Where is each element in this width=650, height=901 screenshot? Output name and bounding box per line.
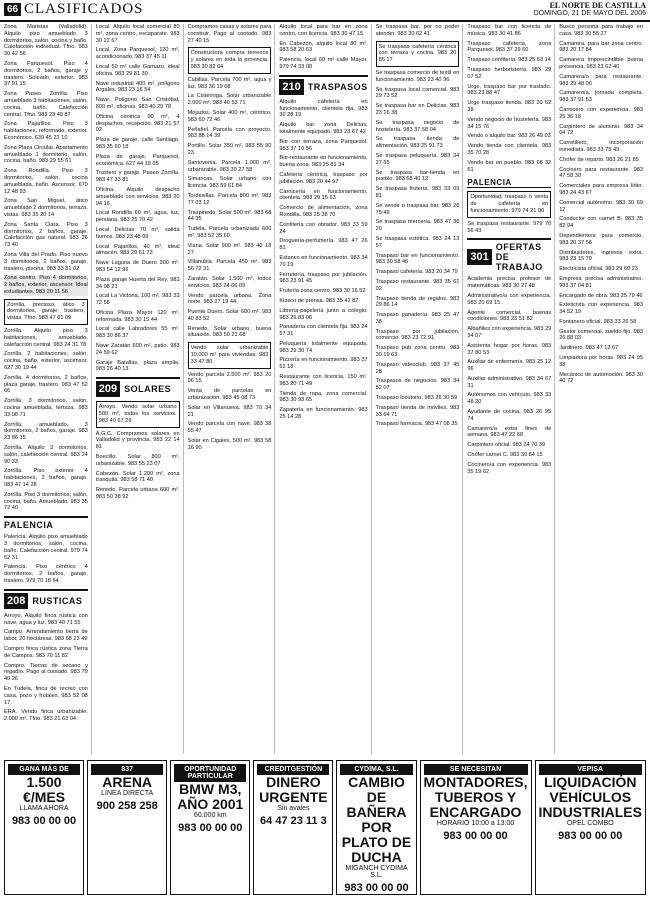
- classified-ad: Carpintero de aluminio. 983 34 04 72: [559, 123, 643, 137]
- banner-line2: 1.500 €/MES: [23, 774, 66, 805]
- classified-ad: Se traspasa restaurante. 979 70 56 43: [467, 220, 552, 234]
- classified-ad: Tienda de ropa, zona comercial. 983 30 93 65: [279, 390, 368, 404]
- classified-ad: Arroyo. Vendo solar urbano 500 m², todos los servicios. 983 40 67 29: [96, 401, 180, 427]
- banner-line2: BMW M3, AÑO 2001: [177, 781, 244, 812]
- banner-line2: CAMBIO DE BAÑERA POR PLATO DE DUCHA: [341, 774, 412, 865]
- classified-ad: Gestor comercial, sueldo fijo. 983 26 88 03: [559, 328, 643, 342]
- classified-ad: Renedo. Solar urbano, buena situación. 983 50 21 68: [187, 325, 272, 339]
- classified-ad: Kiosco de prensa. 983 35 42 87: [279, 297, 359, 304]
- classified-ad: Traspaso cafetería. 983 20 34 79: [375, 269, 458, 276]
- classified-ad: Local 50 m² calle Gamazo, ideal oficina. 983 29 81 30: [95, 63, 180, 77]
- classified-ad: Local Rondilla 60 m², agua, luz, persiana. 983 25 70 42: [95, 210, 180, 224]
- classified-ad: Vendo tienda con clientela. 983 35 70 28: [467, 143, 552, 156]
- classified-ad: Campo. Arrendamiento tierra de labor, 20 hectáreas. 983 68 23 49: [4, 629, 88, 643]
- banner-line3: Sin avales: [277, 805, 310, 812]
- classified-ad: Electricista oficial. 983 29 60 23: [559, 266, 638, 273]
- banner-phone: 983 00 00 00: [344, 882, 409, 894]
- classified-ad: Traspaso panadería. 983 25 47 38: [375, 312, 460, 325]
- classified-ad: Mecánico de automoción. 983 30 40 72: [559, 371, 643, 385]
- column-3: [188, 24, 276, 754]
- classified-ad: Camarera/o para restaurante. 983 29 48 06: [559, 73, 643, 87]
- classified-ad: Plaza garaje Huerta del Rey. 983 34 08 21: [95, 276, 180, 290]
- section-title: CLASIFICADOS: [24, 1, 144, 17]
- classified-ad: Busco persona para trabajo en casa. 983 30 55 27: [559, 24, 643, 37]
- banner-line2: DINERO URGENTE: [259, 774, 328, 805]
- classified-ad: Limpiadora por horas. 983 24 95 38: [559, 355, 643, 368]
- classified-ad: Encargado de obra. 983 25 79 46: [559, 292, 643, 299]
- classified-ad: Se traspasa peluquería. 983 34 27 65: [375, 152, 460, 166]
- classified-ad: Zorrilla, amueblado, 3 dormitorios, 2 baños, garaje. 983 23 86 15: [4, 421, 88, 442]
- classified-ad: Auxiliar administrativo. 983 34 67 31: [467, 375, 552, 389]
- classified-ad: Se traspasa tienda de alimentación. 983 25 91 73: [375, 136, 460, 150]
- classified-ad: Traspaso tienda de regalos. 983 29 86 14: [375, 295, 460, 309]
- classified-ad: Fontanero oficial. 983 33 26 58: [559, 318, 637, 325]
- column-2: [96, 24, 184, 754]
- classified-ad: Zorrilla, precioso, ático 3 dormitorios, garaje, trastero, vistas. Tfno. 983 47 61 09: [4, 299, 88, 325]
- classified-ad: Cubillas. Parcela 700 m², agua y luz. 983 36 19 08: [187, 76, 272, 90]
- classified-ad: Bar con terraza, zona Parquesol. 983 37 10 56: [279, 138, 368, 152]
- banner-line1: 837: [91, 764, 163, 775]
- banner-ad-6: [420, 760, 532, 895]
- classified-ad: Alquilo local para bar en zona centro, con licencia. 983 30 47 15: [279, 24, 368, 37]
- classified-ad: Traspaso cafetería, zona Parquesol. 983 37 29 60: [467, 40, 552, 54]
- column-4: [279, 24, 371, 754]
- banner-phone: 64 47 23 11 3: [260, 815, 327, 827]
- classified-ad: Se traspasa bar-tienda en pueblo. 983 68 40 12: [375, 169, 460, 183]
- classified-ad: Ferretería, traspaso por jubilación. 983 23 91 45: [279, 271, 368, 285]
- column-1: [4, 24, 92, 754]
- classified-ad: Traspaso bar en funcionamiento. 983 30 58 46: [375, 252, 460, 266]
- classified-ad: Carnicería en funcionamiento, clientela. 983 29 15 63: [279, 188, 368, 202]
- classified-ad: Viana. Solar 900 m². 983 40 18 27: [187, 242, 272, 256]
- category-header: [279, 75, 367, 95]
- page-number: 66: [4, 3, 21, 16]
- classified-ad: Peluquería totalmente equipada. 983 29 30 74: [279, 340, 368, 354]
- classified-ad: Palencia, local 60 m² calle Mayor. 979 74 33 08: [279, 57, 368, 70]
- classified-ad: Nave. Polígono San Cristóbal, 800 m², oficinas. 983 40 29 78: [95, 97, 180, 110]
- classified-ad: Solar en Cigales, 500 m². 983 58 16 90: [187, 438, 272, 451]
- classified-ad: Ayudante de cocina. 983 26 95 74: [467, 409, 552, 422]
- classified-ad: Zorrilla. Piso exterior 4 habitaciones, 2 baños, garaje. 983 47 14 28: [4, 468, 88, 489]
- classified-ad: Zapatería en funcionamiento. 983 25 14 28: [279, 407, 368, 421]
- classified-ad: Vendo o alquilo bar. 983 26 49 03: [467, 133, 551, 140]
- banner-phone: 983 00 00 00: [443, 830, 508, 842]
- classified-ad: Alquilo cafetería en funcionamiento, clientela fija. 983 30 28 19: [279, 98, 368, 119]
- classified-ad: Portillo. Solar 350 m². 983 55 90 23: [187, 143, 272, 156]
- classified-ad: Zona Parquesol. Piso 4 dormitorios, 2 baños, garaje y trastero. Soleado, exterior. 983 37 91 15: [4, 60, 88, 88]
- classified-ad: Carnicero con experiencia. 983 25 36 18: [559, 106, 643, 120]
- classified-ad: Arroyo. Alquilo finca rústica con nave, agua y luz. 983 40 71 55: [4, 612, 88, 626]
- banner-ad-2: [87, 760, 167, 895]
- classified-ad: Zona Pajarillos. Piso 3 habitaciones, reformado, exterior. Económico. 639 45 22 10: [4, 121, 88, 141]
- classified-ad: Tordesillas. Parcela 800 m². 983 77 03 12: [187, 192, 272, 206]
- classified-ad: Se traspasa mercería. 983 47 36 20: [375, 219, 460, 233]
- classified-ad: Se traspasa bar en Delicias. 983 23 16 38: [375, 103, 460, 116]
- classified-ad: Zorrilla. Piso 3 dormitorios, salón, cocina, baño. Amueblado. 983 35 72 40: [4, 491, 88, 512]
- classified-ad: Zorrilla. Alquilo 3 dormitorios, salón, calefacción central. 983 24 90 33: [4, 445, 88, 465]
- banner-phone: 983 00 00 00: [558, 830, 623, 842]
- banner-ads-row: [4, 760, 646, 895]
- classified-ad: ERA. Vendo finca urbanizable, 2.000 m². Tfno. 983 21 63 04: [4, 709, 88, 723]
- banner-ad-5: [336, 760, 416, 895]
- category-header: [96, 377, 180, 397]
- banner-line1: SE NECESITAN: [424, 764, 528, 775]
- classified-ad: Se traspasa cafetería céntrica con terraza y cocina. 983 20 85 17: [376, 41, 460, 67]
- classified-ad: Conductor con carnet B. 983 35 82 94: [559, 216, 643, 230]
- classified-ad: Zona centro. Piso 4 dormitorios, 2 baños, exterior, ascensor. Ideal estudiantes. 983 20 11 56: [4, 275, 88, 295]
- classified-ad: Traspasos de negocios. 983 34 82 07: [375, 378, 460, 392]
- classified-ad: Palencia. Piso céntrico 4 dormitorios, 2 baños, garaje, trastero. 979 70 18 64: [4, 564, 88, 584]
- classified-ad: Trastero y garaje, Paseo Zorrilla. 983 47 33 81: [95, 170, 180, 184]
- classified-ad: Vendo parcela 2.500 m². 983 20 96 15: [187, 371, 272, 385]
- classified-ad: Auxiliar de enfermería. 983 25 12 96: [467, 359, 552, 373]
- banner-line3: 60.000 km: [193, 812, 227, 819]
- banner-line2: LIQUIDACIÓN VEHÍCULOS INDUSTRIALES: [538, 774, 642, 820]
- category-number: 208: [4, 593, 28, 609]
- newspaper-name: EL NORTE DE CASTILLA: [549, 1, 646, 10]
- classified-ad: Urge traspaso tienda. 983 20 52 39: [467, 100, 552, 113]
- classified-ad: Boecillo. Solar 800 m², urbanizable. 983 55 23 07: [95, 454, 180, 467]
- classified-ad: Vendo solar urbanizable 10.000 m² para viviendas. 983 33 47 80: [188, 342, 272, 368]
- classified-ad: Se traspasa estética. 983 24 13 57: [375, 235, 460, 249]
- category-name: SOLARES: [124, 384, 172, 395]
- classified-ad: Zona Rondilla. Piso 3 dormitorios, salón, cocina amueblada, baño. Ascensor. 670 12 48 93: [4, 168, 88, 195]
- classified-ad: A.G.C. Compramos solares en Valladolid y provincia. 983 22 14 81: [95, 430, 180, 451]
- classified-ad: Comercial autónomo. 983 30 69 12: [559, 199, 643, 213]
- category-header: [4, 589, 88, 609]
- classified-ad: Droguería-perfumería. 983 47 26 81: [279, 238, 368, 252]
- banner-line2: MONTADORES, TUBEROS Y ENCARGADO: [423, 774, 528, 820]
- classified-ad: Constructora compra terrenos y solares en toda la provincia. 983 30 82 64: [188, 47, 272, 73]
- classified-ad: Zona Villa del Prado. Piso nuevo 3 dormitorios, 2 baños, garaje, trastero, piscina. 983 33 81 02: [4, 251, 88, 272]
- classified-ad: Zorrilla. 4 dormitorios, 2 baños, plaza garaje, trastero. 983 47 52 66: [4, 374, 88, 395]
- category-number: 301: [467, 249, 491, 265]
- banner-phone: 983 00 00 00: [11, 815, 77, 827]
- classified-ad: Camarera imprescindible buena presencia. 983 23 62 40: [559, 57, 643, 70]
- classified-ad: Nave Zaratán 600 m², patio. 983 24 59 62: [95, 343, 180, 356]
- classified-ad: Confitería con obrador. 983 33 59 24: [279, 221, 368, 235]
- classified-ad: En Cabezón, alquilo local 80 m². 983 58 20 63: [279, 40, 368, 54]
- classified-ad: Chófer de reparto. 983 26 21 85: [559, 156, 639, 163]
- banner-line3: OPEL COMBO: [566, 820, 614, 827]
- classified-ad: Camarero/a extra fines de semana. 983 47 22 68: [467, 425, 552, 439]
- classified-ad: Vendo bar en pueblo. 983 68 32 61: [467, 159, 552, 173]
- classified-ad: Zona Paseo Zorrilla. Piso amueblado 3 habitaciones, salón, cocina, baño. Calefacción central. Tfno. 983 23 40 87: [4, 91, 88, 118]
- banner-ad-1: [4, 760, 84, 895]
- classified-ad: Nave industrial 400 m², polígono Argales. 983 23 16 54: [95, 80, 180, 94]
- banner-line1: CYDIMA, S.L.: [340, 764, 412, 775]
- classified-ad: Carretillero, incorporación inmediata. 983 33 75 49: [559, 140, 643, 153]
- classified-ad: Villanubla. Parcela 450 m². 983 56 72 31: [187, 259, 272, 273]
- classified-ad: Cafetería céntrica, traspaso por jubilación. 983 20 44 97: [279, 171, 368, 185]
- classified-ad: Traspaso videoclub. 983 37 45 28: [375, 361, 460, 375]
- classified-ad: Garaje Batallas, plaza amplia. 983 26 40 13: [95, 359, 180, 373]
- category-header: [4, 516, 88, 530]
- banner-line3: LLAMA AHORA: [19, 805, 69, 812]
- classified-ad: Traspaso bar con licencia de música. 983 30 41 86: [467, 24, 552, 37]
- classified-ad: Traspaso farmacia. 983 47 08 35: [375, 421, 458, 428]
- classified-ad: Camarera, para bar zona centro. 983 20 17 84: [559, 40, 643, 54]
- classified-ad: Traspinedo. Solar 500 m². 983 68 44 95: [187, 209, 272, 223]
- classified-ad: Frutería zona centro. 983 30 16 52: [279, 288, 366, 295]
- category-name: OFERTAS DE TRABAJO: [495, 242, 543, 273]
- banner-ad-7: [535, 760, 646, 895]
- classified-ad: Zorrilla. Alquilo piso 3 habitaciones, amueblado, calefacción central. 983 24 31 78: [4, 328, 88, 348]
- classified-ad: Zona Maristas (Valladolid). Alquilo piso amueblado 3 dormitorios, salón, cocina y baño. Calefacción individual. Tfno. 983 30 42 56: [4, 24, 88, 58]
- classified-ad: Se traspasa bar, por no poder atender. 983 30 62 41: [375, 24, 460, 37]
- classified-ad: Traspaso confitería. 983 25 63 14: [467, 57, 551, 64]
- classified-ad: Traspaso pub zona centro. 983 30 19 63: [375, 345, 460, 359]
- classified-ad: Solar en Villanueva. 983 70 34 21: [187, 404, 272, 418]
- classified-ad: Oficina. Alquilo despacho amueblado con servicios. 983 20 94 16: [95, 186, 180, 207]
- classified-ad: Camarero/a, jornada completa. 983 37 91 53: [559, 90, 643, 104]
- banner-phone: 983 00 00 00: [178, 822, 243, 834]
- classified-ad: Palencia. Alquilo piso amueblado 3 dormitorios, salón, cocina, baño. Calefacción central. 979 74 52 31: [4, 534, 88, 561]
- banner-ad-4: [253, 760, 333, 895]
- classified-ad: Zona San Miguel, ático amueblado 2 dormitorios, terraza, vistas. 983 35 20 14: [4, 198, 88, 218]
- classified-ad: Local calle Labradores 55 m². 983 30 86 37: [95, 326, 180, 340]
- classified-ad: Zona Plaza Circular. Apartamento amueblado 1 dormitorio, salón, cocina, baño. 983 29 55 61: [4, 144, 88, 165]
- classified-ad: La Cistérniga. Solar urbanizable 2.000 m². 983 40 53 71: [187, 93, 272, 107]
- column-5: [376, 24, 464, 754]
- classified-ad: Cocinero para restaurante. 983 47 58 30: [559, 166, 643, 180]
- classified-ad: Compramos casas y solares para construir. Pago al contado. 983 27 40 15: [187, 24, 272, 44]
- classified-ad: Academia precisa profesor de matemáticas. 983 30 27 48: [467, 276, 552, 290]
- classified-ad: Vendo parcela urbana. Zona norte. 983 27 19 44: [187, 292, 272, 306]
- classified-ad: Zorrilla. 2 habitaciones, salón, cocina, baño, exterior, ascensor. 627 30 19 44: [4, 351, 88, 372]
- banner-line3: MIGANCH CYDIMA S.L.: [345, 865, 408, 879]
- classified-ad: Local. Alquilo local comercial 80 m², zona centro, escaparate. 983 30 22 67: [95, 24, 180, 44]
- classified-ad: Se traspasa negocio de hostelería. 983 37 58 04: [375, 119, 460, 133]
- classified-ad: Local Delicias 70 m², salida humos. 983 23 48 09: [95, 226, 180, 240]
- classified-ad: Compro. Tierras de secano y regadío. Pago al contado. 983 79 40 26: [4, 662, 88, 683]
- classified-ad: Traspaso restaurante. 983 35 61 02: [375, 278, 460, 292]
- classified-ad: Urge, traspaso bar por traslado. 983 23 88 47: [467, 83, 552, 97]
- classified-ad: Oportunidad, traspaso o venta de cafetería en funcionamiento. 979 74 21 90: [467, 191, 551, 217]
- classified-ad: Se traspasa comercio de textil en funcionamiento. 983 23 40 96: [375, 69, 460, 83]
- classified-ad: Nave Laguna de Duero 300 m². 983 54 12 96: [95, 260, 180, 273]
- classified-columns: [4, 24, 646, 754]
- classified-ad: Plaza de garaje, Parquesol, económica. 627 44 19 05: [95, 153, 180, 167]
- classified-ad: Pizzería en funcionamiento. 983 37 62 18: [279, 357, 368, 371]
- classified-ad: Empresa precisa administrativo. 983 37 04 81: [559, 275, 643, 289]
- classified-ad: Puente Duero. Solar 600 m². 983 40 83 52: [187, 309, 272, 322]
- classified-ad: Bar-restaurante en funcionamiento, buena zona. 983 25 81 34: [279, 155, 368, 169]
- publication-date: DOMINGO, 21 DE MAYO DEL 2006: [533, 10, 646, 17]
- column-7: [559, 24, 646, 754]
- classified-ad: Autónomos con vehículo. 983 33 48 20: [467, 392, 552, 406]
- classified-ad: Plaza de garaje, calle Santiago. 983 35 60 18: [95, 137, 180, 150]
- classified-ad: Local La Victoria, 100 m². 983 33 72 58: [95, 293, 180, 307]
- category-header: [467, 238, 551, 272]
- classified-ad: Santovenia. Parcela 1.000 m², urbanizable. 983 39 27 58: [187, 159, 272, 173]
- banner-line2: ARENA: [102, 774, 153, 790]
- category-number: 210: [279, 79, 303, 95]
- classified-ad: Albañiles con experiencia. 983 29 34 07: [467, 326, 552, 339]
- classified-ad: Restaurante con licencia, 150 m². 983 20 71 49: [279, 374, 368, 387]
- classified-ad: Se traspasa local comercial. 983 29 73 52: [375, 86, 460, 100]
- classified-ad: En Tudela, finca de recreo con casa, pozo y frutales. 983 52 08 17: [4, 685, 88, 706]
- page-header: [0, 0, 650, 22]
- classified-ad: Se vende o traspasa bar. 983 26 75 49: [375, 202, 460, 216]
- category-number: 209: [96, 381, 120, 397]
- classified-ad: Administrativo/a con experiencia. 983 20 69 15: [467, 292, 552, 306]
- classified-ad: Traspaso herboristería. 983 29 07 52: [467, 66, 552, 80]
- subcategory-header: PALENCIA: [467, 178, 551, 188]
- classified-ad: Cabezón. Solar 1.200 m², zona tranquila. 983 58 71 40: [95, 470, 180, 484]
- banner-line3: LÍNEA DIRECTA: [101, 790, 154, 797]
- classified-ad: Comercio de alimentación, zona Rondilla. 983 25 38 70: [279, 205, 368, 218]
- classified-ad: Mojados. Solar 400 m², céntrico. 983 60 72 46: [187, 109, 272, 123]
- banner-line1: CREDITGESTIÓN: [257, 764, 329, 775]
- classified-ad: Comerciales para empresa líder. 983 24 43 67: [559, 183, 643, 196]
- classified-ad: Simancas. Solar urbano con licencia. 983 59 61 84: [187, 176, 272, 190]
- classified-ad: Tudela. Parcela urbanizada 600 m². 983 52 35 60: [187, 226, 272, 239]
- classified-ad: Librería-papelería junto a colegio. 983 26 83 06: [279, 307, 368, 321]
- classified-ad: Vendo parcela con nave. 983 38 55 47: [187, 421, 272, 435]
- banner-line1: VEPISA: [539, 764, 642, 775]
- classified-ad: Estanco en funcionamiento. 983 34 70 19: [279, 254, 368, 268]
- classified-ad: Venta de parcelas en urbanización. 983 45 08 73: [187, 388, 272, 402]
- banner-line1: GANA MÁS DE: [8, 764, 80, 775]
- classified-ad: Local Pajarillos, 40 m², ideal almacén. 983 29 61 73: [95, 243, 180, 257]
- classified-ad: Compro finca rústica zona Tierra de Campos. 983 70 11 82: [4, 645, 88, 659]
- classified-ad: Carpintero oficial. 983 24 70 39: [467, 442, 546, 449]
- category-name: TRASPASOS: [307, 81, 368, 92]
- banner-ad-3: [170, 760, 250, 895]
- classified-ad: Alquilo bar zona Delicias, totalmente equipado. 983 23 67 42: [279, 122, 368, 135]
- classified-ad: Distribuidores, ingresos extra. 983 23 15 70: [559, 249, 643, 263]
- classified-ad: Cocinero/a con experiencia. 983 35 19 62: [467, 461, 552, 475]
- classified-ad: Chófer carnet C. 983 30 84 15: [467, 452, 543, 459]
- classified-ad: Renedo. Parcela urbana 600 m². 983 50 38 92: [95, 487, 180, 501]
- classified-ad: Vendo negocio de hostelería. 983 34 15 76: [467, 116, 552, 130]
- classified-ad: Panadería con clientela fija. 983 24 57 31: [279, 324, 368, 338]
- classified-ad: Oficina Plaza Mayor 120 m², reformada. 983 30 15 44: [95, 309, 180, 323]
- classified-ad: Peñafiel. Parcela con proyecto. 983 88 14 39: [187, 126, 272, 140]
- classified-ad: Zona Santa Clara. Piso 3 dormitorios, 2 baños, garaje. Calefacción gas natural. 983 26 73 40: [4, 221, 88, 249]
- classified-ad: Oficina céntrica 90 m², 4 despachos, recepción. 983 21 57 92: [95, 113, 180, 134]
- classified-ad: Asistenta hogar por horas. 983 37 80 53: [467, 342, 552, 356]
- classified-ad: Traspaso tienda de móviles. 983 33 64 71: [375, 404, 460, 418]
- classified-ad: Zorrilla. 3 dormitorios, salón, cocina amueblada, terraza. 983 33 08 71: [4, 398, 88, 418]
- category-name: PALENCIA: [4, 520, 54, 531]
- banner-line1: OPORTUNIDAD PARTICULAR: [174, 764, 246, 782]
- column-6: [467, 24, 555, 754]
- classified-ad: Esteticista con experiencia. 983 34 52 19: [559, 302, 643, 316]
- banner-phone: 900 258 258: [96, 800, 158, 812]
- classified-ad: Traspaso por jubilación, comercio. 983 23 72 91: [375, 328, 460, 342]
- classified-ad: Traspaso locutorio. 983 26 30 59: [375, 395, 458, 402]
- classified-ad: Dependiente/a para comercio. 983 20 37 56: [559, 232, 643, 246]
- classified-ad: Se traspasa frutería. 983 33 09 81: [375, 186, 460, 199]
- banner-line3: HORARIO 10:00 a 13:00: [436, 820, 515, 827]
- classified-ad: Jardinero. 983 47 13 67: [559, 345, 619, 352]
- classified-ad: Zaratán. Solar 1.500 m², todos servicios. 983 24 66 09: [187, 275, 272, 289]
- classified-ad: Agente comercial, buenas condiciones. 983 23 51 82: [467, 309, 552, 323]
- classified-ad: Local. Zona Parquesol, 120 m², acondicionado. 983 37 45 11: [95, 47, 180, 61]
- category-name: RUSTICAS: [32, 595, 83, 606]
